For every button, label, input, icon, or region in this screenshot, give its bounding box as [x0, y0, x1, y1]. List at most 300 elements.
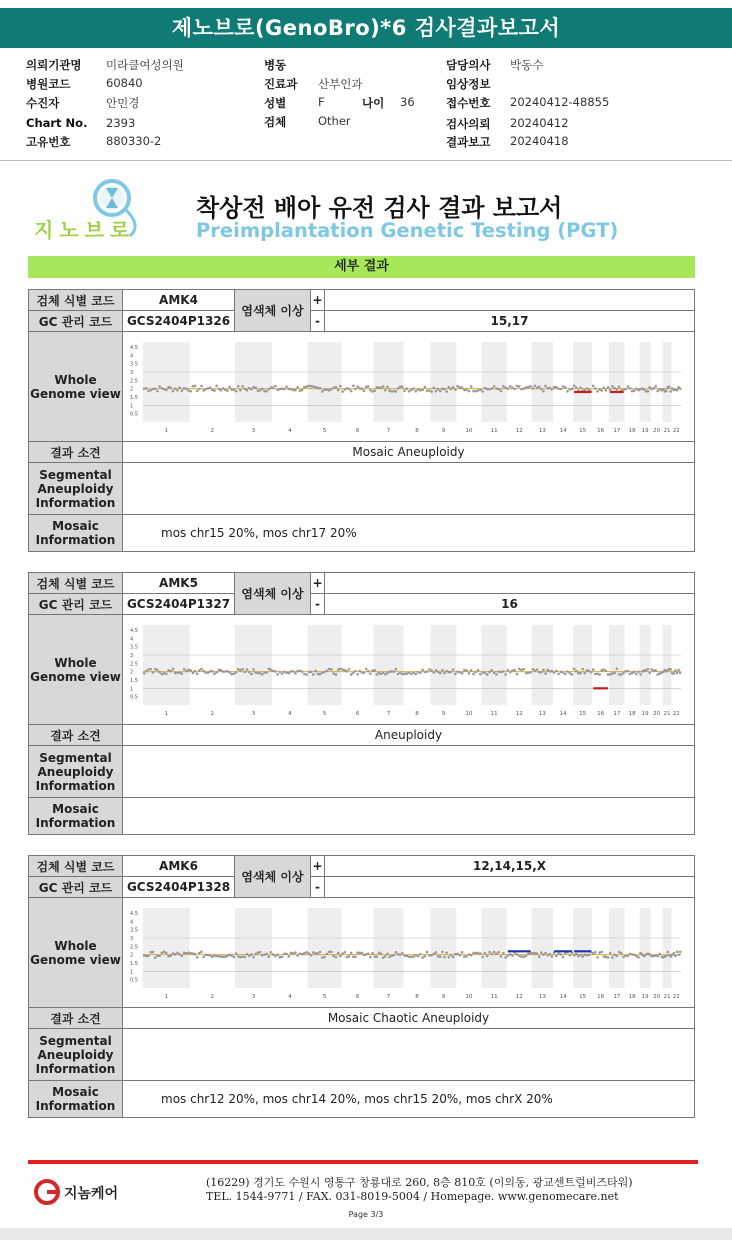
copy-number-point [243, 956, 246, 959]
copy-number-point [337, 389, 340, 392]
copy-number-point [363, 390, 366, 393]
minus-sign: - [311, 311, 325, 332]
x-tick-label: 17 [613, 428, 621, 434]
copy-number-point [303, 952, 306, 955]
copy-number-point [474, 390, 477, 393]
copy-number-point [158, 385, 161, 388]
copy-number-point [292, 952, 295, 955]
copy-number-point [553, 671, 556, 674]
chr-band [235, 908, 272, 988]
copy-number-point [310, 385, 313, 388]
copy-number-point [241, 385, 244, 388]
x-tick-label: 18 [628, 428, 636, 434]
copy-number-point [259, 951, 262, 954]
x-tick-label: 6 [355, 711, 360, 717]
copy-number-point [495, 387, 498, 390]
copy-number-point [408, 956, 411, 959]
copy-number-point [461, 387, 464, 390]
copy-number-point [616, 388, 619, 391]
copy-number-point [192, 952, 195, 955]
copy-number-point [538, 956, 541, 959]
copy-number-point [279, 671, 282, 674]
copy-number-point [281, 956, 284, 959]
y-tick-label: 2 [130, 669, 134, 676]
copy-number-point [281, 387, 284, 390]
chrom-abn-label: 염색체 이상 [235, 573, 311, 615]
gc-code-label: GC 관리 코드 [29, 311, 123, 332]
copy-number-point [620, 673, 623, 676]
copy-number-point [339, 385, 342, 388]
y-tick-label: 0.5 [130, 411, 138, 418]
copy-number-point [196, 390, 199, 393]
x-tick-label: 13 [538, 428, 546, 434]
copy-number-point [307, 952, 310, 955]
copy-number-point [196, 673, 199, 676]
copy-number-point [461, 951, 464, 954]
copy-number-point [285, 952, 288, 955]
copy-number-point [477, 952, 480, 955]
x-tick-label: 2 [210, 994, 215, 1000]
copy-number-point [495, 952, 498, 955]
y-tick-label: 4.5 [130, 911, 138, 917]
copy-number-point [189, 669, 192, 672]
sample-id-value: AMK4 [123, 290, 235, 311]
copy-number-point [511, 669, 514, 672]
copy-number-point [605, 389, 608, 392]
copy-number-point [479, 389, 482, 392]
copy-number-point [305, 673, 308, 676]
y-tick-label: 3 [130, 936, 134, 942]
copy-number-point [158, 671, 161, 674]
copy-number-point [209, 386, 212, 389]
collector-label: 수진자 [26, 96, 60, 110]
copy-number-point [656, 955, 659, 958]
copy-number-point [445, 390, 448, 393]
copy-number-point [321, 672, 324, 675]
genomecare-logo [34, 1178, 154, 1206]
copy-number-point [428, 668, 431, 671]
copy-number-point [553, 386, 556, 389]
sample-id-label: 검체 식별 코드 [29, 856, 123, 877]
copy-number-point [361, 952, 364, 955]
y-tick-label: 2.5 [130, 378, 138, 385]
institution-label: 의뢰기관명 [26, 58, 82, 72]
copy-number-point [624, 388, 627, 391]
copy-number-point [484, 672, 487, 675]
copy-number-point [600, 389, 603, 392]
copy-number-point [583, 672, 586, 675]
x-tick-label: 7 [386, 711, 391, 717]
copy-number-point [281, 672, 284, 675]
chr-band [308, 625, 342, 705]
copy-number-point [226, 389, 229, 392]
copy-number-point [145, 670, 148, 673]
y-tick-label: 4 [130, 919, 134, 926]
copy-number-point [596, 956, 599, 959]
chr-band [143, 342, 190, 422]
copy-number-point [335, 956, 338, 959]
copy-number-point [613, 954, 616, 957]
mosaic-label: Mosaic Information [29, 515, 123, 552]
copy-number-point [215, 671, 218, 674]
copy-number-point [439, 955, 442, 958]
copy-number-point [459, 671, 462, 674]
copy-number-point [518, 955, 521, 958]
copy-number-point [656, 390, 659, 393]
copy-number-point [568, 954, 571, 957]
copy-number-point [465, 388, 468, 391]
copy-number-point [303, 386, 306, 389]
copy-number-point [452, 386, 455, 389]
copy-number-point [395, 668, 398, 671]
copy-number-point [631, 390, 634, 393]
chr-band [235, 342, 272, 422]
copy-number-point [468, 390, 471, 393]
copy-number-point [435, 390, 438, 393]
copy-number-point [522, 668, 525, 671]
copy-number-point [618, 385, 621, 388]
copy-number-point [348, 955, 351, 958]
x-tick-label: 12 [515, 428, 523, 434]
copy-number-point [531, 387, 534, 390]
copy-number-point [395, 951, 398, 954]
copy-number-point [629, 953, 632, 956]
wg-label: Whole Genome view [29, 332, 123, 442]
copy-number-point [627, 670, 630, 673]
copy-number-point [507, 669, 510, 672]
copy-number-point [415, 954, 418, 957]
copy-number-point [673, 672, 676, 675]
copy-number-point [230, 954, 233, 957]
copy-number-point [261, 388, 264, 391]
copy-number-point [439, 390, 442, 393]
copy-number-point [470, 669, 473, 672]
mosaic-label: Mosaic Information [29, 798, 123, 835]
copy-number-point [468, 672, 471, 675]
plus-sign: + [311, 856, 325, 877]
copy-number-point [317, 952, 320, 955]
minus-sign: - [311, 877, 325, 898]
copy-number-point [312, 673, 315, 676]
copy-number-point [156, 954, 159, 957]
copy-number-point [635, 387, 638, 390]
copy-number-point [354, 670, 357, 673]
finding-value: Mosaic Chaotic Aneuploidy [123, 1008, 695, 1029]
copy-number-point [588, 388, 591, 391]
copy-number-point [575, 386, 578, 389]
copy-number-point [450, 671, 453, 674]
copy-number-point [380, 952, 383, 955]
copy-number-point [330, 388, 333, 391]
x-tick-label: 21 [663, 711, 671, 717]
copy-number-point [178, 671, 181, 674]
copy-number-point [314, 386, 317, 389]
unique-label: 고유번호 [26, 135, 71, 149]
age-value: 36 [400, 95, 415, 109]
copy-number-point [445, 951, 448, 954]
copy-number-point [294, 389, 297, 392]
copy-number-point [224, 670, 227, 673]
minus-sign: - [311, 594, 325, 615]
copy-number-point [174, 672, 177, 675]
copy-number-point [202, 670, 205, 673]
logo-text: 지노브로 [34, 218, 136, 242]
copy-number-point [609, 389, 612, 392]
chart-value: 2393 [106, 116, 136, 130]
unique-value: 880330-2 [106, 134, 162, 148]
copy-number-point [228, 386, 231, 389]
copy-number-point [237, 955, 240, 958]
copy-number-point [600, 951, 603, 954]
x-tick-label: 4 [288, 711, 292, 717]
copy-number-point [386, 385, 389, 388]
copy-number-point [568, 388, 571, 391]
copy-number-point [350, 673, 353, 676]
copy-number-point [192, 672, 195, 675]
copy-number-point [332, 672, 335, 675]
copy-number-point [326, 388, 329, 391]
chr-band [573, 908, 592, 988]
copy-number-point [566, 390, 569, 393]
copy-number-point [165, 952, 168, 955]
copy-number-point [386, 672, 389, 675]
copy-number-point [493, 671, 496, 674]
copy-number-point [588, 670, 591, 673]
copy-number-point [183, 387, 186, 390]
copy-number-point [200, 385, 203, 388]
copy-number-point [611, 385, 614, 388]
copy-number-point [627, 385, 630, 388]
copy-number-point [217, 668, 220, 671]
copy-number-point [405, 955, 408, 958]
chr-band [573, 342, 592, 422]
copy-number-point [507, 954, 510, 957]
copy-number-point [518, 385, 521, 388]
copy-number-point [181, 955, 184, 958]
copy-number-point [348, 388, 351, 391]
copy-number-point [373, 669, 376, 672]
x-tick-label: 10 [465, 711, 473, 717]
copy-number-point [419, 389, 422, 392]
x-tick-label: 20 [653, 994, 661, 1000]
copy-number-point [504, 673, 507, 676]
copy-number-point [622, 672, 625, 675]
copy-number-point [590, 671, 593, 674]
copy-number-point [276, 953, 279, 956]
chr-band [663, 625, 672, 705]
copy-number-point [290, 388, 293, 391]
copy-number-point [161, 951, 164, 954]
copy-number-point [317, 673, 320, 676]
copy-number-point [677, 669, 680, 672]
copy-number-point [181, 672, 184, 675]
copy-number-point [544, 952, 547, 955]
copy-number-point [540, 388, 543, 391]
copy-number-point [477, 669, 480, 672]
copy-number-point [156, 669, 159, 672]
copy-number-point [502, 670, 505, 673]
copy-number-point [679, 951, 682, 954]
copy-number-point [463, 955, 466, 958]
copy-number-point [511, 386, 514, 389]
institution-value: 미라클여성의원 [106, 58, 184, 72]
copy-number-point [176, 389, 179, 392]
copy-number-point [421, 669, 424, 672]
copy-number-point [307, 385, 310, 388]
copy-number-point [375, 956, 378, 959]
copy-number-point [555, 670, 558, 673]
copy-number-point [176, 671, 179, 674]
copy-number-point [609, 673, 612, 676]
x-tick-label: 10 [465, 428, 473, 434]
wg-chart-cell [123, 332, 695, 442]
copy-number-point [540, 951, 543, 954]
copy-number-point [272, 953, 275, 956]
copy-number-point [509, 953, 512, 956]
x-tick-label: 1 [164, 711, 169, 717]
copy-number-point [579, 386, 582, 389]
plus-value [325, 573, 695, 594]
copy-number-point [215, 385, 218, 388]
copy-number-point [321, 956, 324, 959]
copy-number-point [665, 390, 668, 393]
copy-number-point [419, 671, 422, 674]
copy-number-point [452, 668, 455, 671]
copy-number-point [468, 953, 471, 956]
copy-number-point [459, 954, 462, 957]
copy-number-point [609, 952, 612, 955]
copy-number-point [395, 390, 398, 393]
copy-number-point [270, 951, 273, 954]
copy-number-point [172, 668, 175, 671]
copy-number-point [562, 956, 565, 959]
y-tick-label: 1 [130, 403, 134, 410]
copy-number-point [341, 390, 344, 393]
y-tick-label: 3.5 [130, 927, 138, 934]
copy-number-point [491, 669, 494, 672]
copy-number-point [542, 669, 545, 672]
x-tick-label: 5 [322, 428, 327, 434]
copy-number-point [518, 668, 521, 671]
minus-value: 16 [325, 594, 695, 615]
copy-number-point [488, 671, 491, 674]
copy-number-point [335, 386, 338, 389]
copy-number-point [432, 387, 435, 390]
copy-number-point [149, 668, 152, 671]
chr-band [640, 908, 651, 988]
x-tick-label: 18 [628, 711, 636, 717]
copy-number-point [167, 669, 170, 672]
copy-number-point [513, 388, 516, 391]
copy-number-point [555, 386, 558, 389]
copy-number-point [507, 387, 510, 390]
copy-number-point [369, 672, 372, 675]
copy-number-point [454, 388, 457, 391]
y-tick-label: 0.5 [130, 977, 138, 984]
copy-number-point [361, 388, 364, 391]
copy-number-point [274, 955, 277, 958]
copy-number-point [296, 670, 299, 673]
copy-number-point [250, 953, 253, 956]
whole-genome-chart [129, 902, 689, 1000]
copy-number-point [676, 672, 679, 675]
copy-number-point [301, 953, 304, 956]
copy-number-point [367, 670, 370, 673]
copy-number-point [252, 668, 255, 671]
copy-number-point [152, 671, 155, 674]
plus-sign: + [311, 573, 325, 594]
copy-number-point [202, 389, 205, 392]
copy-number-point [265, 390, 268, 393]
copy-number-point [265, 671, 268, 674]
copy-number-point [463, 669, 466, 672]
chr-band [640, 342, 651, 422]
chr-band [663, 908, 672, 988]
copy-number-point [323, 388, 326, 391]
copy-number-point [488, 951, 491, 954]
chr-band [235, 625, 272, 705]
x-tick-label: 7 [386, 428, 391, 434]
copy-number-point [502, 952, 505, 955]
copy-number-point [290, 670, 293, 673]
y-tick-label: 2.5 [130, 661, 138, 668]
copy-number-point [399, 671, 402, 674]
copy-number-point [397, 387, 400, 390]
finding-label: 결과 소견 [29, 1008, 123, 1029]
copy-number-point [538, 385, 541, 388]
chr-band [640, 625, 651, 705]
copy-number-point [312, 951, 315, 954]
x-tick-label: 12 [515, 711, 523, 717]
y-tick-label: 3 [130, 653, 134, 659]
mosaic-value: mos chr15 20%, mos chr17 20% [123, 515, 695, 552]
footer-company: 지놈케어 [64, 1186, 119, 1202]
copy-number-point [426, 670, 429, 673]
copy-number-point [163, 951, 166, 954]
copy-number-point [330, 951, 333, 954]
copy-number-point [426, 951, 429, 954]
x-tick-label: 3 [251, 994, 256, 1000]
copy-number-point [421, 956, 424, 959]
copy-number-point [566, 670, 569, 673]
chr-band [143, 625, 190, 705]
wg-chart-cell [123, 898, 695, 1008]
x-tick-label: 11 [490, 994, 498, 1000]
copy-number-point [500, 671, 503, 674]
copy-number-point [437, 955, 440, 958]
copy-number-point [352, 385, 355, 388]
copy-number-point [618, 673, 621, 676]
chr-band [374, 908, 404, 988]
footer-address [206, 1176, 633, 1204]
copy-number-point [408, 671, 411, 674]
copy-number-point [272, 387, 275, 390]
x-tick-label: 15 [579, 711, 587, 717]
copy-number-point [243, 671, 246, 674]
copy-number-point [287, 388, 290, 391]
sex-value: F [318, 95, 325, 109]
copy-number-point [156, 390, 159, 393]
copy-number-point [382, 671, 385, 674]
y-tick-label: 2 [130, 952, 134, 959]
copy-number-point [145, 955, 148, 958]
copy-number-point [299, 952, 302, 955]
x-tick-label: 19 [641, 994, 649, 1000]
copy-number-point [332, 386, 335, 389]
copy-number-point [239, 956, 242, 959]
x-tick-label: 19 [641, 711, 649, 717]
chr-band [431, 342, 457, 422]
